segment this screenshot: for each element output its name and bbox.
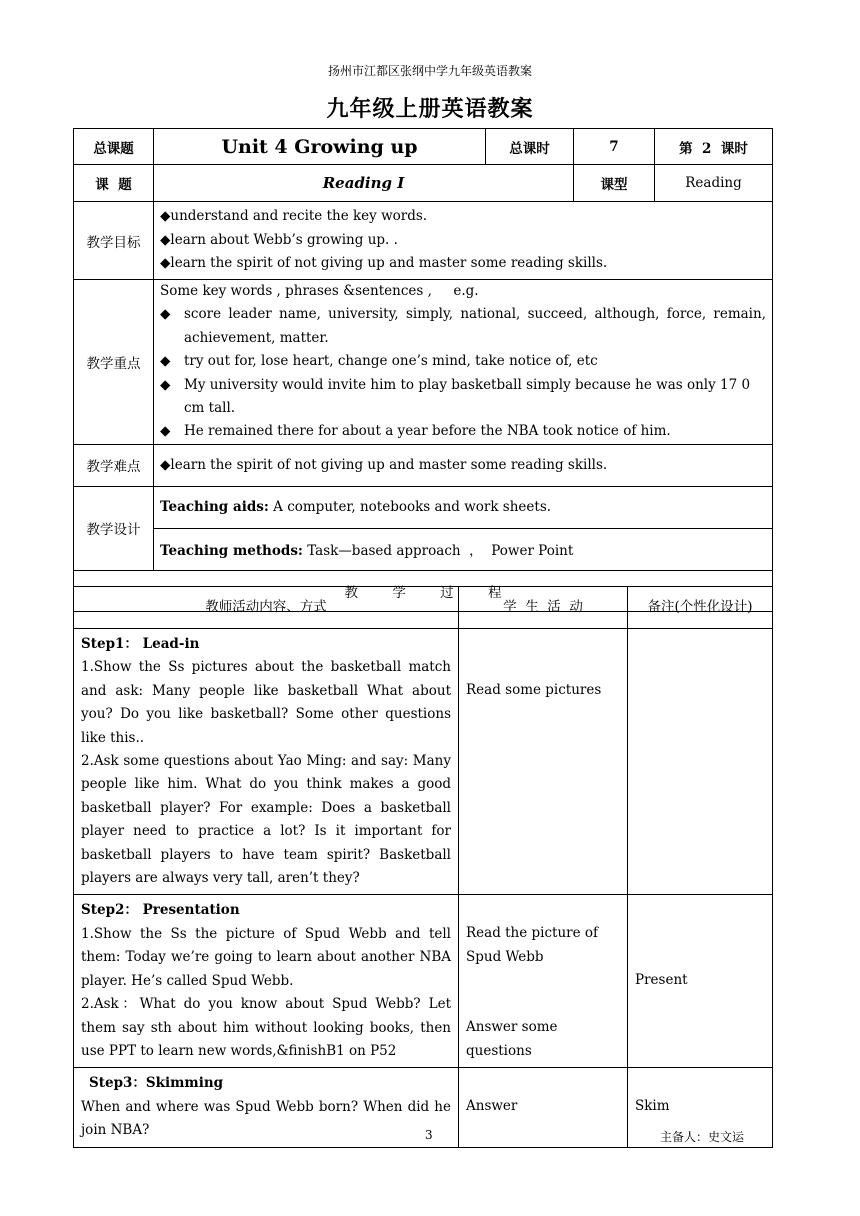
objectives-content (154, 202, 773, 280)
student-activity: Read some pictures (466, 682, 602, 698)
page-number: 3 (425, 1128, 433, 1142)
bullet-icon: ◆ (160, 353, 171, 370)
design-label: 教学设计 (74, 486, 154, 570)
process-header: 教 学 过 程 (74, 570, 773, 611)
teacher-activity: When and where was Spud Webb born? When did he join NBA? (81, 1098, 451, 1139)
key-point-item: score leader name, university, simply, national, succeed, although, force, remain, achievement, matter. (184, 306, 766, 346)
process-table (73, 586, 773, 1148)
teaching-methods (154, 528, 773, 570)
page-header: 扬州市江都区张纲中学九年级英语教案 (327, 64, 532, 78)
step-teacher-cell (74, 629, 459, 895)
type-value: Reading (655, 165, 773, 202)
step-teacher-cell (74, 895, 459, 1068)
student-activity: Answer some questions (466, 1019, 558, 1059)
topic-label: 总课题 (74, 129, 154, 165)
step-notes-cell (628, 629, 773, 895)
teacher-activity: 2.Ask：What do you know about Spud Webb? Let them say sth about him without looking books, then use PPT to learn new words,&finishB1 on P52 (81, 996, 451, 1059)
key-point-item: try out for, lose heart, change one’s mind, take notice of, etc (184, 353, 598, 370)
step-student-cell (459, 895, 628, 1068)
key-points-content (154, 280, 773, 445)
type-label: 课型 (574, 165, 655, 202)
methods-text: Task—based approach ， Power Point (302, 543, 574, 560)
student-activity: Answer (466, 1098, 518, 1115)
aids-text: A computer, notebooks and work sheets. (268, 499, 552, 516)
teacher-activity: 2.Ask some questions about Yao Ming: and say: Many people like him. What do you think makes a good basketball player? For example: Does a basketball player need to practice a lot? Is it important for basketball players to have team spirit? Basketball players are always very tall, aren’t they? (81, 753, 451, 887)
lesson-label: 课 题 (74, 165, 154, 202)
step-note: Skim (635, 1098, 670, 1115)
aids-label: Teaching aids: (160, 499, 269, 516)
column-student: 学 生 活 动 (459, 587, 628, 629)
objective-item: ◆understand and recite the key words. (160, 208, 428, 225)
column-notes: 备注(个性化设计) (628, 587, 773, 629)
bullet-icon: ◆ (160, 306, 171, 323)
step-teacher-cell (74, 1068, 459, 1147)
key-point-item: He remained there for about a year before the NBA took notice of him. (184, 423, 671, 440)
key-points-label: 教学重点 (74, 280, 154, 445)
topic-value: Unit 4 Growing up (154, 129, 486, 165)
step-note: Present (635, 972, 688, 989)
step-title: Step3：Skimming (89, 1075, 224, 1092)
step-student-cell (459, 1068, 628, 1147)
teaching-aids (154, 486, 773, 528)
bullet-icon: ◆ (160, 423, 171, 440)
step-title: Step2： Presentation (81, 902, 240, 919)
methods-label: Teaching methods: (160, 543, 303, 560)
document-title: 九年级上册英语教案 (326, 96, 534, 122)
period-label: 第 2 课时 (655, 129, 773, 165)
hours-label: 总课时 (486, 129, 574, 165)
difficulties-text: ◆learn the spirit of not giving up and master some reading skills. (154, 444, 773, 486)
objective-item: ◆learn the spirit of not giving up and master some reading skills. (160, 255, 608, 272)
column-teacher: 教师活动内容、方式 (74, 587, 459, 629)
teacher-activity: 1.Show the Ss the picture of Spud Webb and tell them: Today we’re going to learn about another NBA player. He’s called Spud Webb. (81, 925, 451, 989)
step-title: Step1： Lead-in (81, 636, 200, 652)
student-activity: Read the picture of Spud Webb (466, 925, 599, 965)
bullet-icon: ◆ (160, 376, 171, 393)
key-points-intro: Some key words , phrases &sentences , e.g. (160, 283, 479, 299)
lesson-value: Reading I (154, 165, 574, 202)
table-row (74, 629, 773, 895)
objectives-label: 教学目标 (74, 202, 154, 280)
step-notes-cell (628, 895, 773, 1068)
hours-value: 7 (574, 129, 655, 165)
difficulties-label: 教学难点 (74, 444, 154, 486)
key-point-item: My university would invite him to play basketball simply because he was only 17 0 cm tall. (184, 376, 751, 417)
author-label: 主备人：史文运 (660, 1130, 745, 1144)
step-student-cell (459, 629, 628, 895)
teacher-activity: 1.Show the Ss pictures about the basketball match and ask: Many people like basketball What about you? Do you like basketball? Some other questions like this.. (81, 659, 451, 746)
lesson-info-table (73, 128, 773, 612)
table-row (74, 895, 773, 1068)
objective-item: ◆learn about Webb’s growing up. . (160, 231, 398, 248)
